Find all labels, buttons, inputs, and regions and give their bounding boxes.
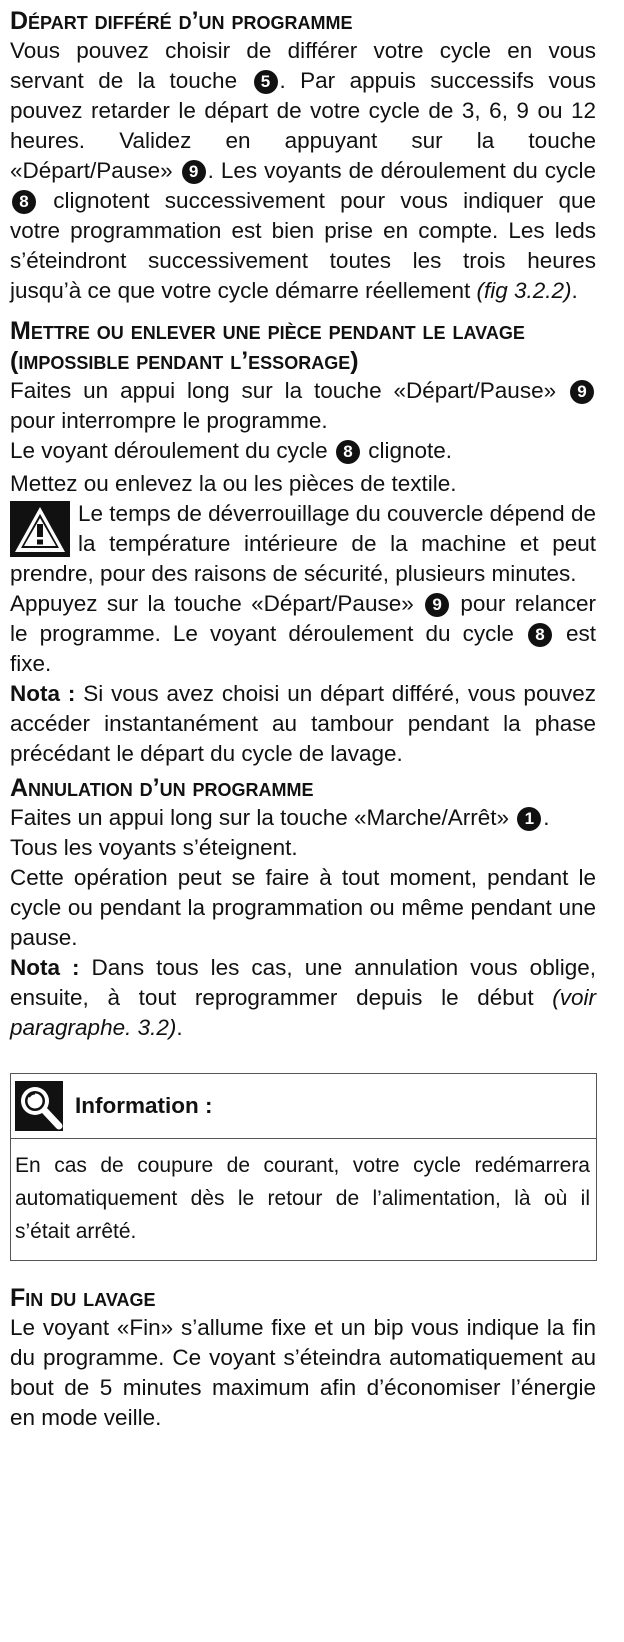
nota-annulation: Nota : Dans tous les cas, une annulation vous oblige, ensuite, à tout reprogrammer depuis le début (voir paragraphe. 3.2). [10, 955, 596, 1040]
key-number-badge: 8 [12, 190, 36, 214]
warning-text: Le temps de déverrouillage du couvercle dépend de la température intérieure de la machine et peut prendre, pour des raisons de sécurité, plusieurs minutes. [10, 501, 596, 586]
figure-reference: (fig 3.2.2) [476, 278, 572, 303]
information-header [11, 1074, 596, 1139]
key-number-badge: 5 [254, 70, 278, 94]
key-number-badge: 9 [182, 160, 206, 184]
information-text: En cas de coupure de courant, votre cycle redémarrera automatiquement dès le retour de l’alimentation, là où il s’était arrêté. [15, 1154, 590, 1243]
paragraph-marche-arret: Faites un appui long sur la touche «Marche/Arrêt» 1 . [10, 805, 550, 830]
paragraph-interrompre: Faites un appui long sur la touche «Départ/Pause» 9 pour interrompre le programme. [10, 376, 596, 436]
warning-note [10, 499, 596, 589]
key-number-badge: 1 [517, 807, 541, 831]
nota-depart-differe: Nota : Si vous avez choisi un départ différé, vous pouvez accéder instantanément au tambour pendant la phase précédant le départ du cycle de lavage. [10, 681, 596, 766]
paragraph-depart-differe: Vous pouvez choisir de différer votre cycle en vous servant de la touche 5 . Par appuis successifs vous pouvez retarder le départ de votre cycle de 3, 6, 9 ou 12 heures. Validez en appuyant sur la touche «Départ/Pause» 9 . Les voyants de déroulement du cycle 8 clignotent successivement pour vous indiquer que votre programmation est bien prise en compte. Les leds s’éteindront successivement toutes les trois heures jusqu’à ce que votre cycle démarre réellement (fig 3.2.2). [10, 38, 596, 303]
key-number-badge: 8 [528, 623, 552, 647]
paragraph-pieces-textile: Mettez ou enlevez la ou les pièces de textile. [10, 471, 457, 496]
paragraph-operation: Cette opération peut se faire à tout moment, pendant le cycle ou pendant la programmation ou même pendant une pause. [10, 865, 596, 950]
heading-annulation: Annulation d’un programme [10, 774, 314, 802]
paragraph-voyant-clignote: Le voyant déroulement du cycle 8 clignote. [10, 438, 453, 463]
heading-fin-lavage: Fin du lavage [10, 1284, 156, 1312]
heading-mettre-enlever-piece: Mettre ou enlever une pièce pendant le lavage (impossible pendant l’essorage) [10, 317, 525, 375]
magnifier-icon [15, 1081, 63, 1131]
warning-triangle-icon [10, 501, 70, 557]
paragraph-voyants-eteints: Tous les voyants s’éteignent. [10, 835, 298, 860]
key-number-badge: 8 [336, 440, 360, 464]
heading-depart-differe: Départ différé d’un programme [10, 7, 353, 35]
key-number-badge: 9 [425, 593, 449, 617]
paragraph-relancer: Appuyez sur la touche «Départ/Pause» 9 pour relancer le programme. Le voyant déroulement du cycle 8 est fixe. [10, 591, 597, 676]
paragraph-reference: (voir paragraphe. 3.2) [10, 985, 596, 1040]
paragraph-fin-lavage: Le voyant «Fin» s’allume fixe et un bip vous indique la fin du programme. Ce voyant s’éteindra automatiquement au bout de 5 minutes maximum afin d’économiser l’énergie en mode veille. [10, 1315, 596, 1430]
key-number-badge: 9 [570, 380, 594, 404]
information-box [10, 1073, 597, 1261]
information-title: Information : [75, 1093, 213, 1118]
